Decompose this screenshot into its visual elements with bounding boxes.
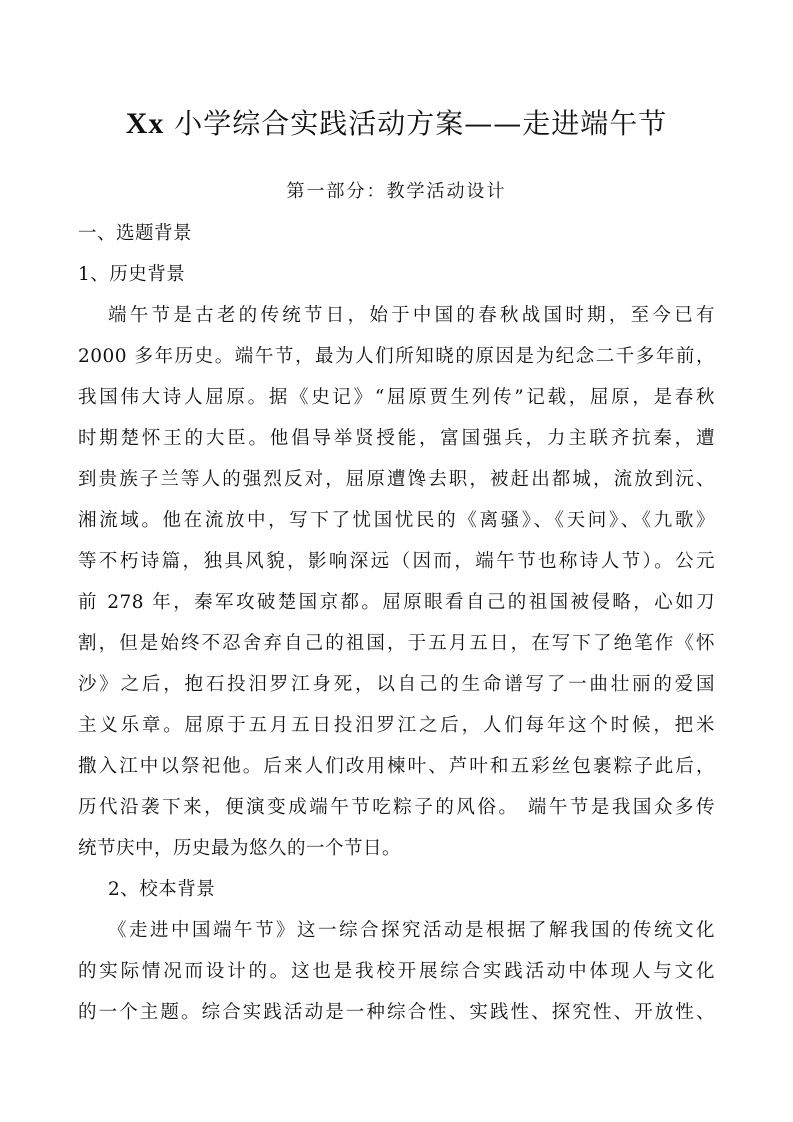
subsection-heading-school: 2、校本背景 bbox=[108, 879, 216, 900]
paragraph-line: 等不朽诗篇，独具风貌，影响深远（因而，端午节也称诗人节）。公元 bbox=[78, 551, 715, 572]
paragraph-line: 前 278 年，秦军攻破楚国京都。屈原眼看自己的祖国被侵略，心如刀 bbox=[78, 592, 715, 613]
part-subtitle: 第一部分：教学活动设计 bbox=[286, 181, 507, 202]
paragraph-line: 到贵族子兰等人的强烈反对，屈原遭馋去职，被赶出都城，流放到沅、 bbox=[78, 469, 715, 490]
paragraph-line: 沙》之后，抱石投汨罗江身死，以自己的生命谱写了一曲壮丽的爱国 bbox=[78, 674, 715, 695]
paragraph-line: 主义乐章。屈原于五月五日投汨罗江之后，人们每年这个时候，把米 bbox=[78, 715, 715, 736]
title-prefix: Xx bbox=[125, 107, 165, 140]
paragraph-line: 的一个主题。综合实践活动是一种综合性、实践性、探究性、开放性、 bbox=[78, 1002, 715, 1023]
paragraph-line: 的实际情况而设计的。这也是我校开展综合实践活动中体现人与文化 bbox=[78, 961, 715, 982]
paragraph-line: 湘流域。他在流放中，写下了忧国忧民的《离骚》、《天问》、《九歌》 bbox=[78, 510, 715, 531]
title-text: 小学综合实践活动方案——走进端午节 bbox=[164, 107, 668, 140]
paragraph-line: 时期楚怀王的大臣。他倡导举贤授能，富国强兵，力主联齐抗秦，遭 bbox=[78, 428, 715, 449]
paragraph-line: 2000 多年历史。端午节，最为人们所知晓的原因是为纪念二千多年前， bbox=[78, 346, 715, 367]
subsection-heading-history: 1、历史背景 bbox=[78, 264, 186, 285]
section-heading: 一、选题背景 bbox=[78, 223, 193, 244]
paragraph-line: 割，但是始终不忍舍弃自己的祖国，于五月五日，在写下了绝笔作《怀 bbox=[78, 633, 715, 654]
paragraph-line: 历代沿袭下来，便演变成端午节吃粽子的风俗。 端午节是我国众多传 bbox=[78, 797, 715, 818]
paragraph-line: 统节庆中，历史最为悠久的一个节日。 bbox=[78, 838, 402, 859]
paragraph-line: 撒入江中以祭祀他。后来人们改用楝叶、芦叶和五彩丝包裹粽子此后， bbox=[78, 756, 715, 777]
document-title bbox=[0, 104, 793, 144]
paragraph-line: 《走进中国端午节》这一综合探究活动是根据了解我国的传统文化 bbox=[108, 920, 715, 941]
paragraph-line: 端午节是古老的传统节日，始于中国的春秋战国时期，至今已有 bbox=[108, 305, 715, 326]
paragraph-line: 我国伟大诗人屈原。据《史记》“屈原贾生列传”记载，屈原，是春秋 bbox=[78, 387, 715, 408]
